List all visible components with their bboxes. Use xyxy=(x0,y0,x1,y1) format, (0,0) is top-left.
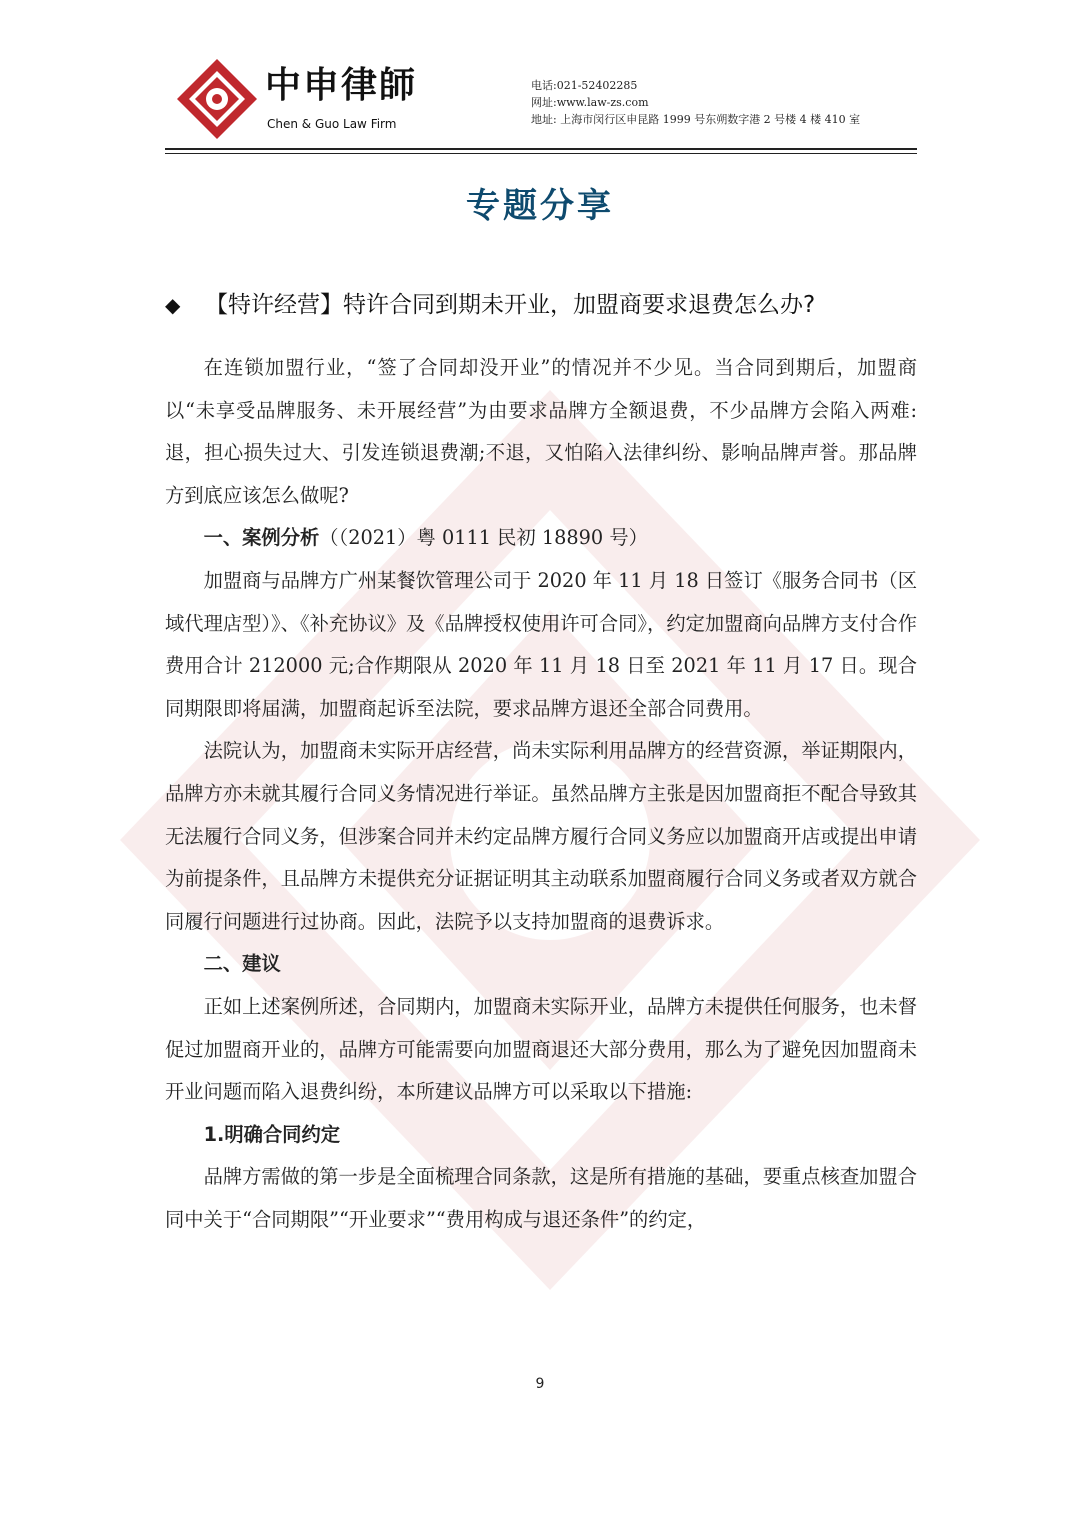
diamond-icon: ◆ xyxy=(165,293,181,317)
header-divider-thick xyxy=(165,148,917,150)
article-heading-text: 【特许经营】特许合同到期未开业，加盟商要求退费怎么办? xyxy=(205,292,816,318)
article-body xyxy=(165,347,917,1241)
section-label-advice: 二、建议 xyxy=(203,952,281,976)
paragraph-case-facts: 加盟商与品牌方广州某餐饮管理公司于 2020 年 11 月 18 日签订《服务合同书（区域代理店型）》、《补充协议》及《品牌授权使用许可合同》，约定加盟商向品牌方支付合作费用合计 212000 元;合作期限从 2020 年 11 月 18 日至 2021 年 11 月 17 日。现合同期限即将届满，加盟商起诉至法院，要求品牌方退还全部合同费用。 xyxy=(165,568,917,720)
section-label-case: 一、案例分析 xyxy=(203,526,320,550)
section-heading-case xyxy=(165,517,917,560)
contact-info xyxy=(531,77,860,128)
page-title: 专题分享 xyxy=(466,186,614,226)
item-label-1: 1.明确合同约定 xyxy=(203,1122,341,1146)
phone-text: 电话:021-52402285 xyxy=(531,79,638,92)
case-number: （（2021）粤 0111 民初 18890 号） xyxy=(319,526,648,550)
page-number: 9 xyxy=(535,1376,545,1392)
letterhead xyxy=(165,55,917,155)
address-text: 地址: 上海市闵行区申昆路 1999 号东朔数字港 2 号楼 4 楼 410 室 xyxy=(531,113,861,126)
article-heading xyxy=(165,286,925,319)
paragraph-advice: 正如上述案例所述，合同期内，加盟商未实际开业，品牌方未提供任何服务，也未督促过加盟商开业的，品牌方可能需要向加盟商退还大部分费用，那么为了避免因加盟商未开业问题而陷入退费纠纷，本所建议品牌方可以采取以下措施: xyxy=(165,994,917,1104)
firm-name-en: Chen & Guo Law Firm xyxy=(267,117,397,131)
website-link[interactable]: 网址:www.law-zs.com xyxy=(531,96,649,109)
header-divider-thin xyxy=(165,153,917,154)
paragraph-intro: 在连锁加盟行业，“签了合同却没开业”的情况并不少见。当合同到期后，加盟商以“未享受品牌服务、未开展经营”为由要求品牌方全额退费，不少品牌方会陷入两难:退，担心损失过大、引发连锁退费潮;不退，又怕陷入法律纠纷、影响品牌声誉。那品牌方到底应该怎么做呢? xyxy=(165,356,917,507)
section-heading-advice xyxy=(165,943,917,986)
firm-logo-icon xyxy=(177,59,257,139)
paragraph-item-1: 品牌方需做的第一步是全面梳理合同条款，这是所有措施的基础，要重点核查加盟合同中关于“合同期限”“开业要求”“费用构成与退还条件”的约定， xyxy=(165,1165,917,1231)
firm-name-cn: 中申律師 xyxy=(265,64,418,106)
item-heading-1 xyxy=(165,1114,917,1157)
paragraph-court-opinion: 法院认为，加盟商未实际开店经营，尚未实际利用品牌方的经营资源，举证期限内，品牌方亦未就其履行合同义务情况进行举证。虽然品牌方主张是因加盟商拒不配合导致其无法履行合同义务，但涉案合同并未约定品牌方履行合同义务应以加盟商开店或提出申请为前提条件，且品牌方未提供充分证据证明其主动联系加盟商履行合同义务或者双方就合同履行问题进行过协商。因此，法院予以支持加盟商的退费诉求。 xyxy=(165,739,917,933)
